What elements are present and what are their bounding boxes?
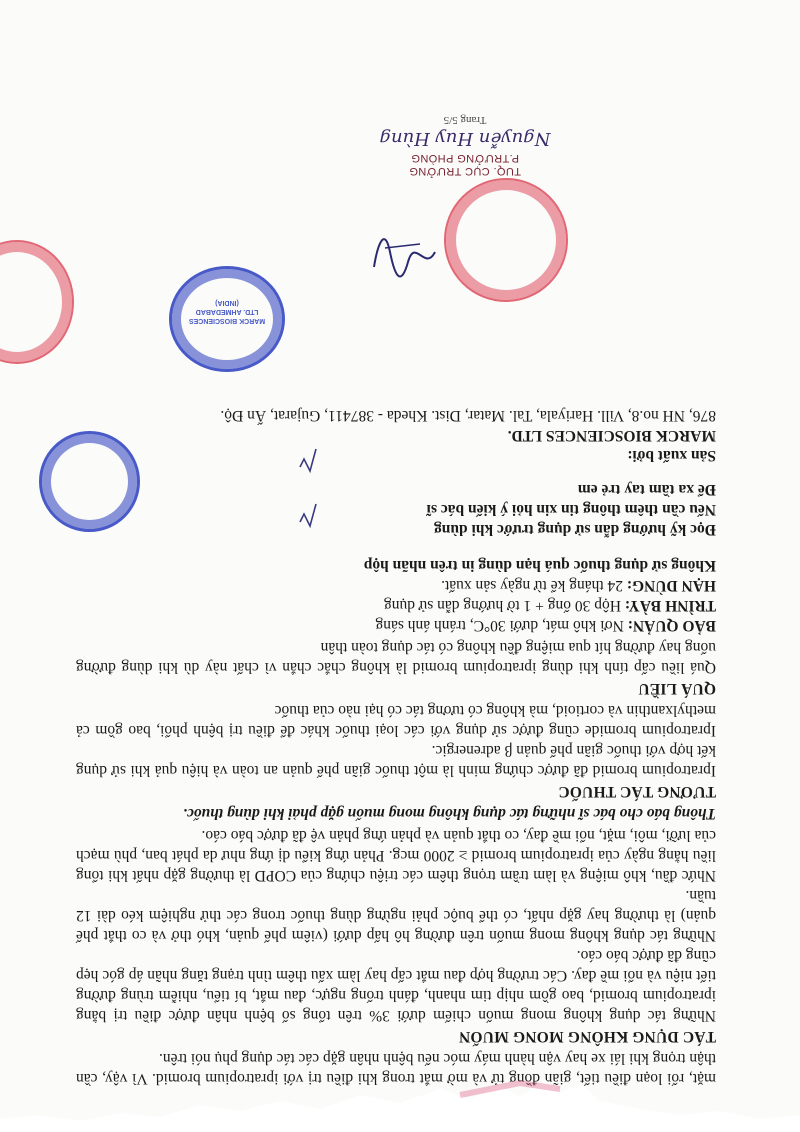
- signature-line-1: TUQ. CỤC TRƯỞNG: [409, 165, 522, 177]
- warning-children: Để xa tầm tay trẻ em: [577, 481, 716, 498]
- signature-name: Nguyễn Huy Hùng: [379, 128, 551, 149]
- side-effects-paragraph-2: Những tác dụng không mong muốn trên đường hô hấp dưới (viêm phế quản, khó thở và co thắt phế quản) là thường hay gặp nhất, có thể buộc phải ngừng dùng thuốc trong các thử nghiệm kéo dài 12 tuần.: [76, 887, 716, 944]
- expiry-value: 24 tháng kể từ ngày sản xuất.: [441, 577, 627, 594]
- page-number: Trang 5/5: [443, 114, 487, 126]
- interactions-paragraph-2: Ipratropium bromide cũng được sử dụng với các loại thuốc khác để điều trị bệnh phổi, bao gồm cả methylxanthin và cortioid, mà không có tương tác có hại nào của thuốc: [76, 702, 716, 739]
- manufacturer-label: Sản xuất bởi:: [627, 447, 716, 464]
- intro-paragraph: mặt, rối loạn điều tiết, giãn đồng tử và mờ mắt trong khi điều trị với ipratropium bromid. Vì vậy, cần thận trọng khi lái xe hay vận hành máy móc nếu bệnh nhân gặp các tác dụng phụ nói trên.: [76, 1050, 716, 1087]
- side-effects-heading: TÁC DỤNG KHÔNG MONG MUỐN: [458, 1028, 716, 1045]
- official-seal-icon: [444, 178, 568, 302]
- interactions-paragraph-1: Ipratropium bromid đã được chứng minh là một thuốc giãn phế quản an toàn và hiệu quả khi sử dụng kết hợp với thuốc giãn phế quản β adrenergic.: [76, 742, 716, 779]
- paraph-mark-2-icon: [296, 447, 320, 477]
- manufacturer-name: MARCK BIOSCIENCES LTD.: [507, 427, 716, 444]
- expiry-label: HẠN DÙNG:: [626, 577, 716, 594]
- warning-read-instructions: Đọc kỹ hướng dẫn sử dụng trước khi dùng: [434, 521, 716, 538]
- side-effects-paragraph-1: Những tác dụng không mong muốn chiếm dưới 3% trên tổng số bệnh nhân được điều trị bằng ipratropium bromid, bao gồm nhịp tim nhanh, đánh trống ngực, đau mắt, bí tiểu, nhiễm trùng đường tiết niệu và nổi mề đay. Các trường hợp đau mắt cấp hay làm xấu thêm tình trạng tăng nhãn áp góc hẹp cũng đã được báo cáo.: [76, 947, 716, 1024]
- document-body: [76, 405, 716, 1088]
- overdose-paragraph: Quá liều cấp tính khi dùng ipratropium bromid là không chắc chắn vì chất này dù khi dùng đường uống hay đường hít qua miệng đều không có tác dụng toàn thân: [76, 639, 716, 676]
- side-effects-paragraph-3: Nhức đầu, khô miệng và làm trầm trọng thêm các triệu chứng của COPD là thường gặp nhất khi tổng liều hằng ngày của ipratropium bromid ≥ 2000 mcg. Phản ứng kiểu dị ứng như da phát ban, phù mạch của lưỡi, môi, mặt, nổi mề đay, co thắt quản và phản ứng phản vệ đã được báo cáo.: [76, 827, 716, 884]
- signature-block: [375, 107, 555, 177]
- side-effects-notice: Thông báo cho bác sĩ những tác dụng không mong muốn gặp phải khi dùng thuốc.: [183, 805, 716, 822]
- storage-label: BẢO QUẢN:: [627, 617, 716, 634]
- warning-ask-doctor: Nếu cần thêm thông tin xin hỏi ý kiến bác sĩ: [426, 501, 716, 518]
- company-stamp-icon: [169, 266, 285, 372]
- signature-scribble-icon: [370, 232, 440, 282]
- warning-expired: Không sử dụng thuốc quá hạn dùng in trên nhãn hộp: [363, 557, 716, 574]
- torn-edge-icon: [0, 1075, 800, 1132]
- expiry-line: [76, 575, 716, 595]
- manufacturer-address: 876, NH no.8, Vill. Hariyala, Tal. Matar, Dist. Kheda - 387411, Gujarat, Ấn Độ.: [220, 407, 716, 424]
- paraph-mark-icon: [296, 502, 320, 532]
- packaging-value: Hộp 30 ống + 1 tờ hướng dẫn sử dụng: [383, 597, 625, 614]
- storage-line: [76, 615, 716, 635]
- packaging-line: [76, 595, 716, 615]
- stamp-text: MARCK BIOSCIENCES LTD. AHMEDABAD (INDIA): [188, 299, 266, 324]
- interactions-heading: TƯƠNG TÁC THUỐC: [558, 783, 716, 800]
- overdose-heading: QUÁ LIỀU: [638, 680, 716, 697]
- packaging-label: TRÌNH BÀY:: [624, 597, 716, 614]
- storage-value: Nơi khô mát, dưới 30°C, tránh ánh sáng: [375, 617, 628, 634]
- signature-line-2: P.TRƯỞNG PHÒNG: [411, 152, 519, 164]
- partial-stamp-icon: [39, 431, 140, 532]
